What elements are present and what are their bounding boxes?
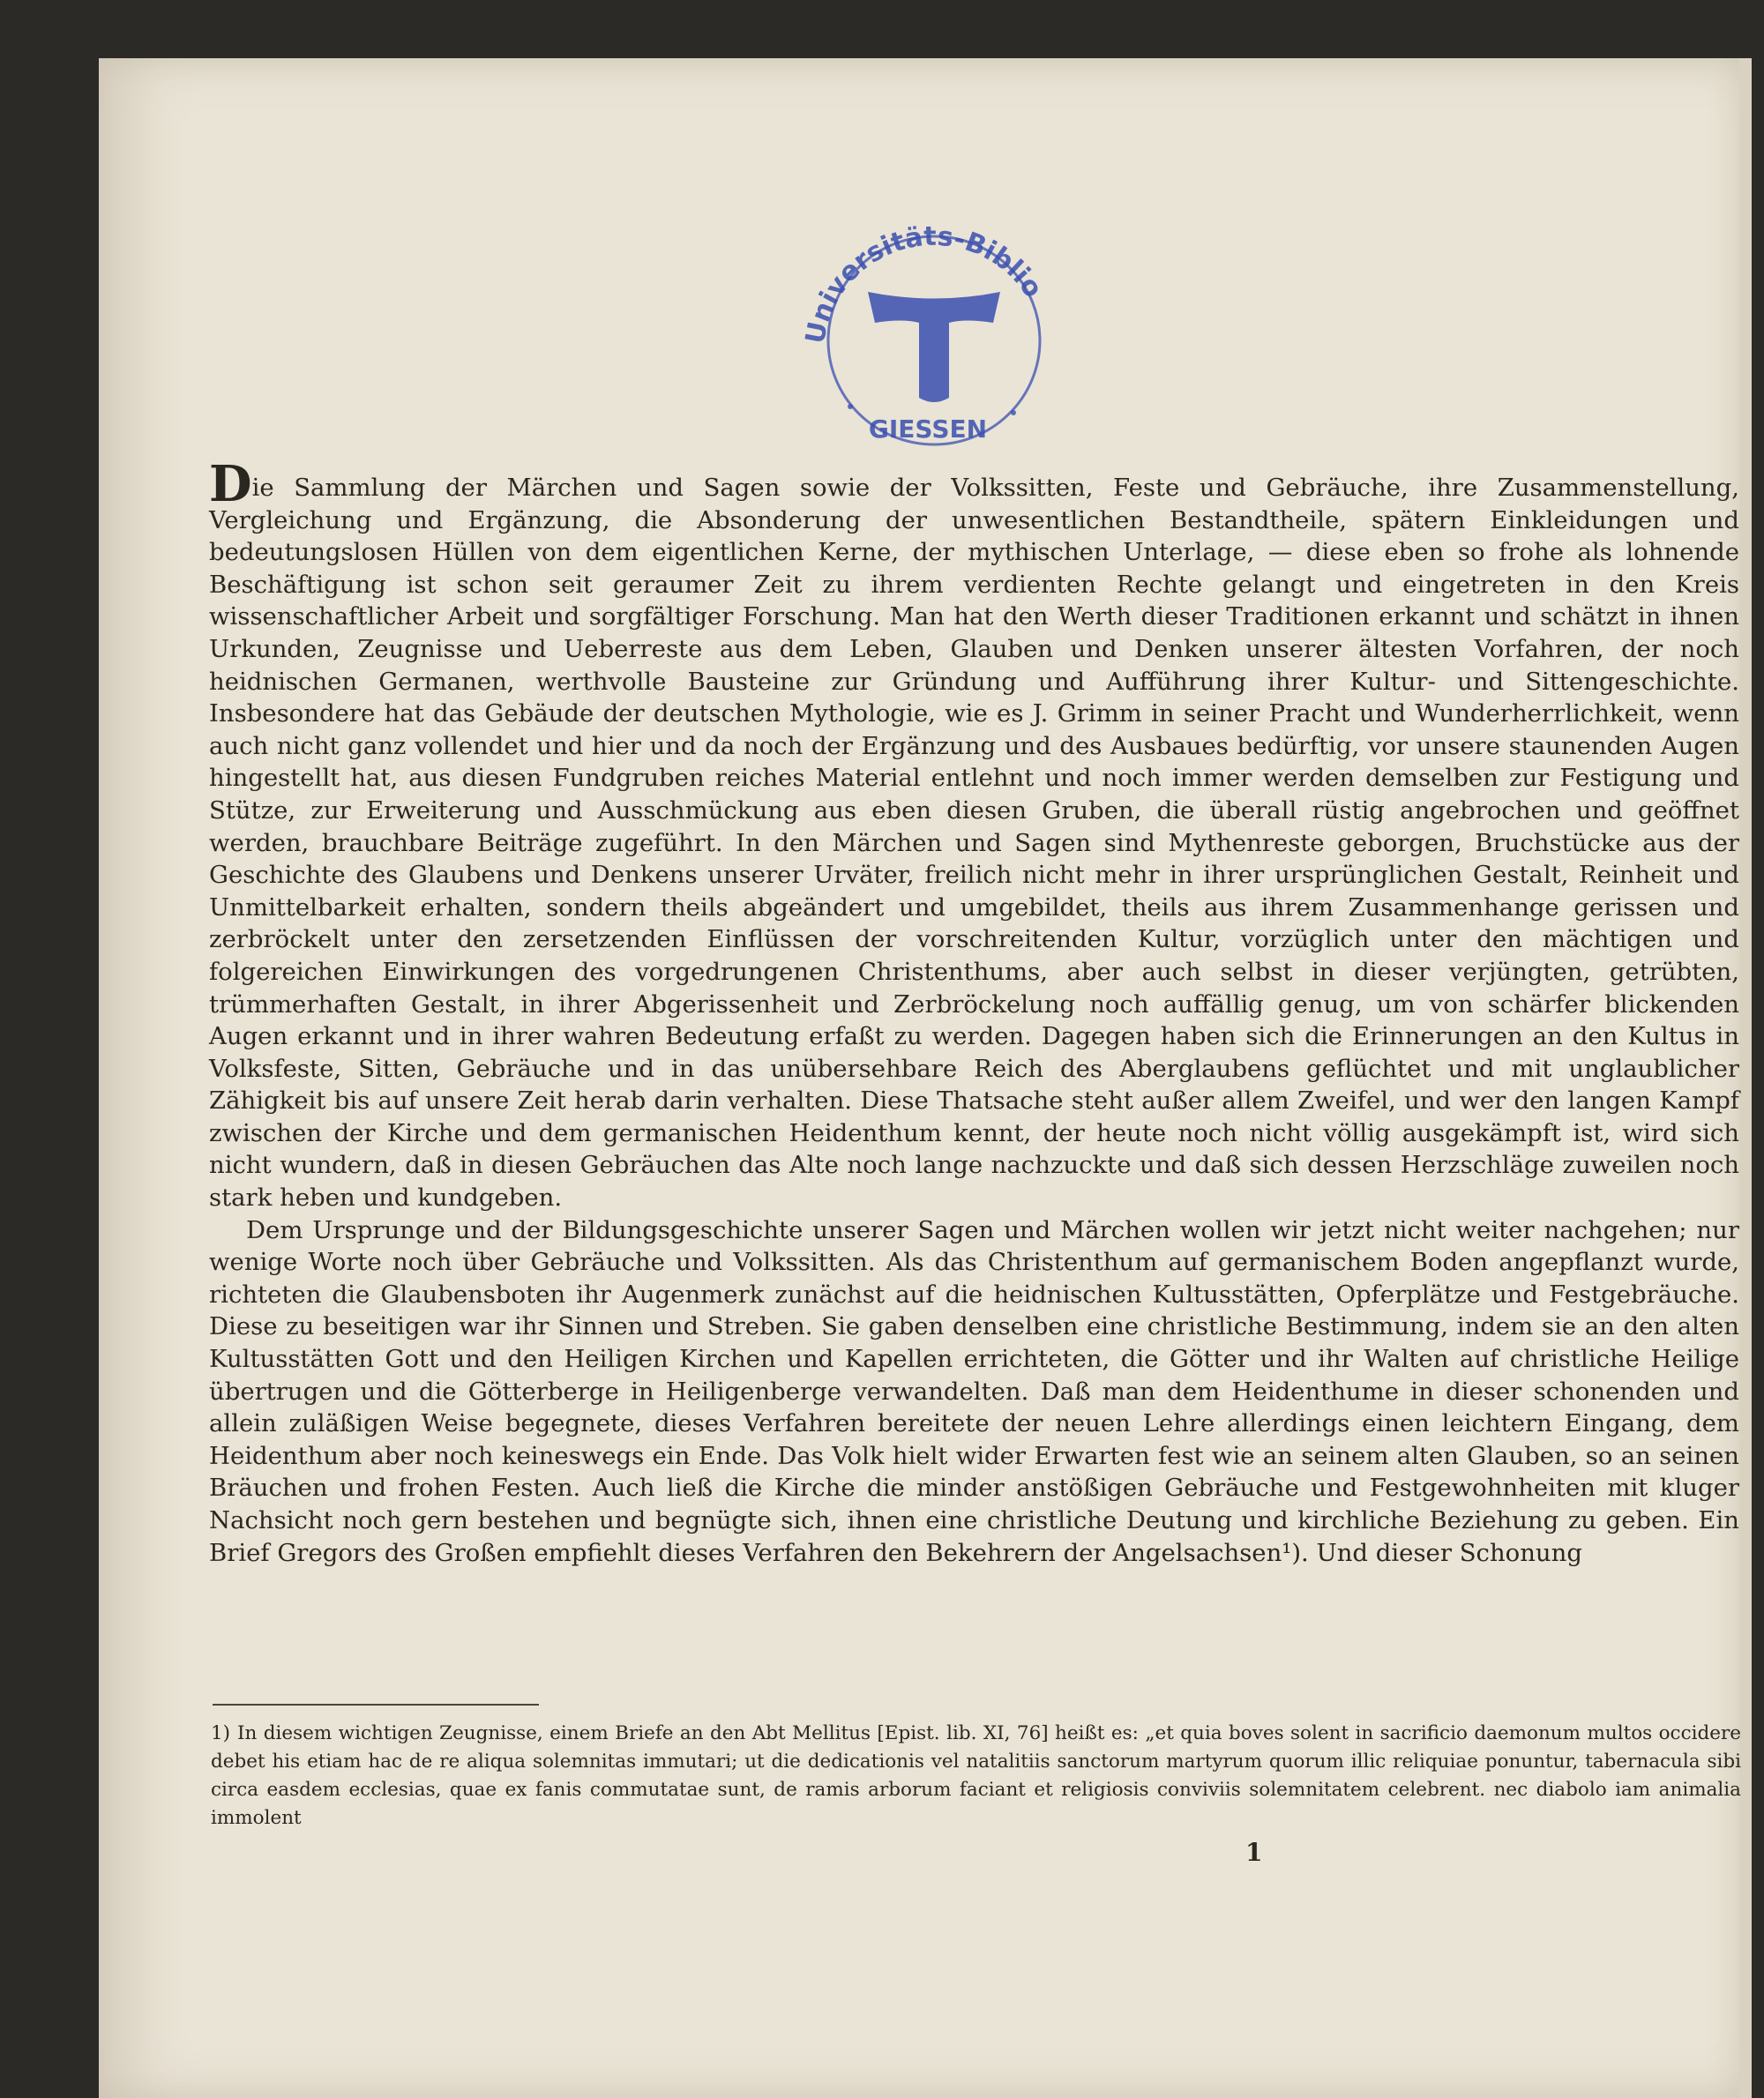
paragraph-2: Dem Ursprunge und der Bildungsgeschichte unserer Sagen und Märchen wollen wir jetzt nicht weiter nachgehen; nur wenige Worte noch über Gebräuche und Volkssitten. Als das Christenthum auf germanischem Boden angepflanzt wurde, richteten die Glaubensboten ihr Augenmerk zunächst auf die heidnischen Kultusstätten, Opferplätze und Festgebräuche. Diese zu beseitigen war ihr Sinnen und Streben. Sie gaben denselben eine christliche Bestimmung, indem sie an den alten Kultusstätten Gott und den Heiligen Kirchen und Kapellen errichteten, die Götter und ihr Walten auf christliche Heilige übertrugen und die Götterberge in Heiligenberge verwandelten. Daß man dem Heidenthume in dieser schonenden und allein zuläßigen Weise begegnete, dieses Verfahren bereitete der neuen Lehre allerdings einen leichtern Eingang, dem Heidenthum aber noch keineswegs ein Ende. Das Volk hielt wider Erwarten fest wie an seinem alten Glauben, so an seinen Bräuchen und frohen Festen. Auch ließ die Kirche die minder anstößigen Gebräuche und Festgewohnheiten mit kluger Nachsicht noch gern bestehen und begnügte sich, ihnen eine christliche Deutung und kirchliche Beziehung zu geben. Ein Brief Gregors des Großen empfiehlt dieses Verfahren den Bekehrern der Angelsachsen¹). Und dieser Schonung xyxy=(209,1215,1739,1567)
paragraph-1-text: ie Sammlung der Märchen und Sagen sowie der Volkssitten, Feste und Gebräuche, ihre Zusammenstellung, Vergleichung und Ergänzung, die Absonderung der unwesentlichen Bestandtheile, spätern Einkleidungen und bedeutungslosen Hüllen von dem eigentlichen Kerne, der mythischen Unterlage, — diese eben so frohe als lohnende Beschäftigung ist schon seit geraumer Zeit zu ihrem verdienten Rechte gelangt und eingetreten in den Kreis wissenschaftlicher Arbeit und sorgfältiger Forschung. Man hat den Werth dieser Traditionen erkannt und schätzt in ihnen Urkunden, Zeugnisse und Ueberreste aus dem Leben, Glauben und Denken unserer ältesten Vorfahren, der noch heidnischen Germanen, werthvolle Bausteine zur Gründung und Aufführung ihrer Kultur- und Sittengeschichte. Insbesondere hat das Gebäude der deutschen Mythologie, wie es J. Grimm in seiner Pracht und Wunderherrlichkeit, wenn auch nicht ganz vollendet und hier und da noch der Ergänzung und des Ausbaues bedürftig, vor unsere staunenden Augen hingestellt hat, aus diesen Fundgruben reiches Material entlehnt und noch immer werden demselben zur Festigung und Stütze, zur Erweiterung und Ausschmückung aus eben diesen Gruben, die überall rüstig angebrochen und geöffnet werden, brauchbare Beiträge zugeführt. In den Märchen und Sagen sind Mythenreste geborgen, Bruchstücke aus der Geschichte des Glaubens und Denkens unserer Urväter, freilich nicht mehr in ihrer ursprünglichen Gestalt, Reinheit und Unmittelbarkeit erhalten, sondern theils abgeändert und umgebildet, theils aus ihrem Zusammenhange gerissen und zerbröckelt unter den zersetzenden Einflüssen der vorschreitenden Kultur, vorzüglich unter den mächtigen und folgereichen Einwirkungen des vorgedrungenen Christenthums, aber auch selbst in dieser verjüngten, getrübten, trümmerhaften Gestalt, in ihrer Abgerissenheit und Zerbröckelung noch auffällig genug, um von schärfer blickenden Augen erkannt und in ihrer wahren Bedeutung erfaßt zu werden. Dagegen haben sich die Erinnerungen an den Kultus in Volksfeste, Sitten, Gebräuche und in das unübersehbare Reich des Aberglaubens geflüchtet und mit unglaublicher Zähigkeit bis auf unsere Zeit herab darin verhalten. Diese Thatsache steht außer allem Zweifel, und wer den langen Kampf zwischen der Kirche und dem germanischen Heidenthum kennt, der heute noch nicht völlig ausgekämpft ist, wird sich nicht wundern, daß in diesen Gebräuchen das Alte noch lange nachzuckte und daß sich dessen Herzschläge zuweilen noch stark heben und kundgeben. xyxy=(209,474,1739,1213)
book-page xyxy=(99,58,1739,2098)
library-stamp-graphic xyxy=(762,190,1106,482)
dropcap-initial: D xyxy=(209,455,252,513)
tau-cross-icon xyxy=(868,292,1000,402)
stamp-title: Universitäts-Biblio xyxy=(799,220,1049,347)
footnote xyxy=(211,1720,1741,1833)
main-text xyxy=(209,455,1739,1569)
paragraph-1 xyxy=(209,455,1739,1214)
footnote-separator xyxy=(213,1704,539,1706)
library-stamp xyxy=(762,190,1106,482)
footnote-marker: 1) xyxy=(211,1722,231,1744)
stamp-city: GIESSEN xyxy=(868,414,988,444)
page-edge xyxy=(1739,58,1752,2098)
page-number: 1 xyxy=(1245,1838,1263,1867)
footnote-text: In diesem wichtigen Zeugnisse, einem Briefe an den Abt Mellitus [Epist. lib. XI, 76] heißt es: „et quia boves solent in sacrificio daemonum multos occidere debet his etiam hac de re aliqua solemnitas immutari; ut die dedicationis vel natalitiis sanctorum martyrum quorum illic reliquiae ponuntur, tabernacula sibi circa easdem ecclesias, quae ex fanis commutatae sunt, de ramis arborum faciant et religiosis conviviis solemnitatem celebrent. nec diabolo iam animalia immolent xyxy=(211,1722,1741,1829)
